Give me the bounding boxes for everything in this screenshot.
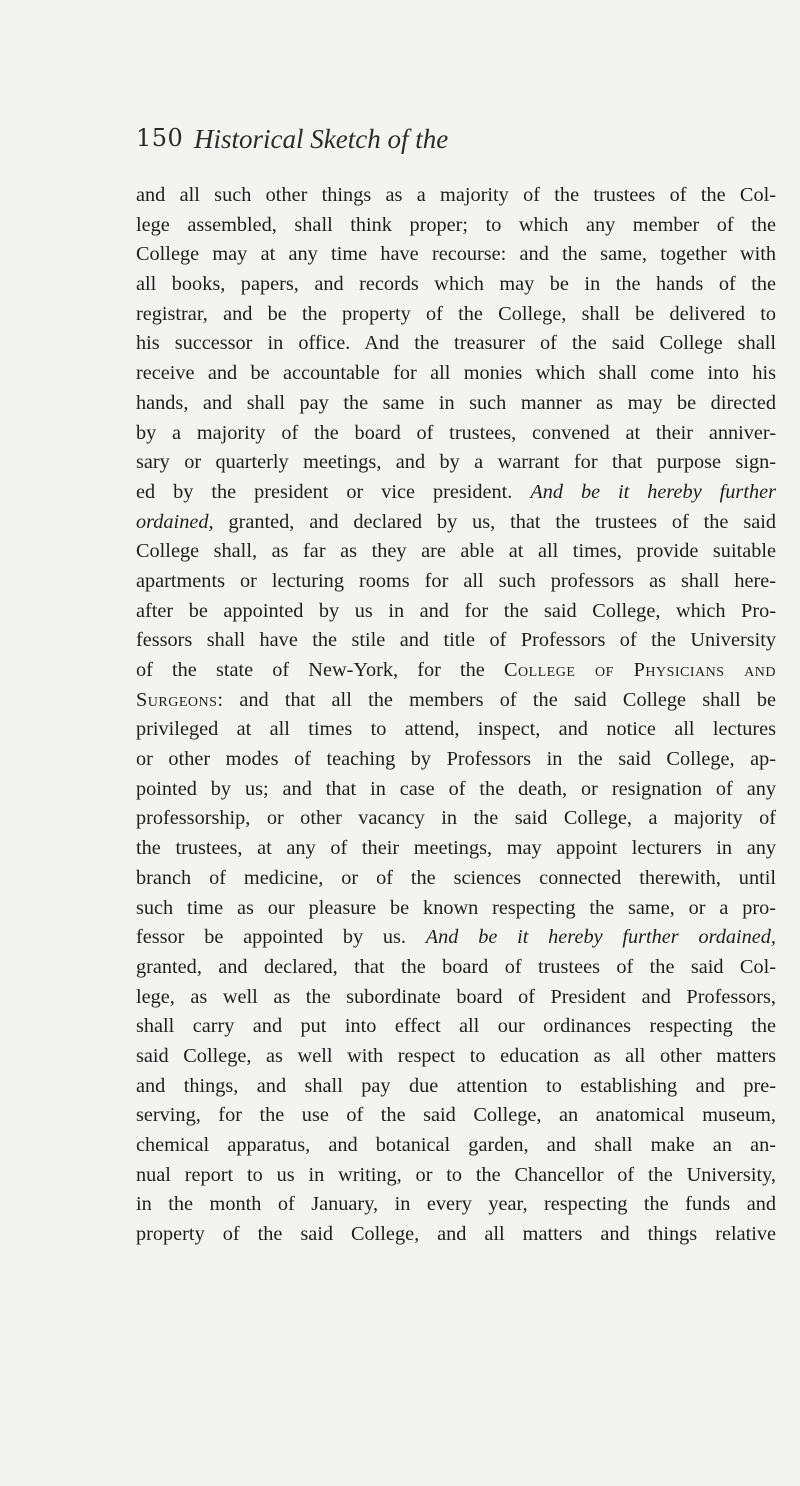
text-line (136, 1131, 776, 1161)
text-segment: fessor be appointed by us. (136, 926, 426, 949)
text-segment: by a majority of the board of trustees, convened at their anniver- (136, 421, 776, 444)
text-line (136, 1161, 776, 1191)
text-line (136, 656, 776, 686)
text-segment: granted, and declared, that the board of trustees of the said Col- (136, 955, 776, 978)
text-line (136, 715, 776, 745)
text-line (136, 270, 776, 300)
body-text (136, 181, 776, 1250)
text-segment: the trustees, at any of their meetings, may appoint lecturers in any (136, 837, 776, 860)
text-line (136, 567, 776, 597)
text-line (136, 240, 776, 270)
page-number: 150 (136, 124, 184, 152)
text-segment: after be appointed by us in and for the said College, which Pro- (136, 599, 776, 622)
text-line (136, 1072, 776, 1102)
text-line (136, 1190, 776, 1220)
text-segment: privileged at all times to attend, inspect, and notice all lectures (136, 718, 776, 741)
text-segment: College shall, as far as they are able at all times, provide suitable (136, 540, 776, 563)
text-line (136, 894, 776, 924)
text-line (136, 419, 776, 449)
text-line (136, 508, 776, 538)
text-segment: nual report to us in writing, or to the Chancellor of the University, (136, 1163, 776, 1186)
text-segment: branch of medicine, or of the sciences connected therewith, until (136, 866, 776, 889)
text-segment: such time as our pleasure be known respecting the same, or a pro- (136, 896, 776, 919)
text-segment: ed by the president or vice president. (136, 480, 531, 503)
text-segment: sary or quarterly meetings, and by a warrant for that purpose sign- (136, 451, 776, 474)
text-line (136, 448, 776, 478)
text-segment: shall carry and put into effect all our ordinances respecting the (136, 1015, 776, 1038)
text-segment: College may at any time have recourse: and the same, together with (136, 243, 776, 266)
text-segment: or other modes of teaching by Professors in the said College, ap- (136, 748, 776, 771)
text-line (136, 745, 776, 775)
text-segment: said College, as well with respect to education as all other matters (136, 1044, 776, 1067)
text-segment: professorship, or other vacancy in the said College, a majority of (136, 807, 776, 830)
text-segment: and things, and shall pay due attention to establishing and pre- (136, 1074, 776, 1097)
text-line (136, 1220, 776, 1250)
text-line (136, 211, 776, 241)
text-line (136, 300, 776, 330)
small-caps-text: College of Physicians and (503, 659, 777, 681)
text-line (136, 983, 776, 1013)
italic-text: And be it hereby further (530, 480, 776, 503)
text-line (136, 181, 776, 211)
text-segment: chemical apparatus, and botanical garden, and shall make an an- (136, 1134, 776, 1156)
text-segment: all books, papers, and records which may be in the hands of the (136, 273, 776, 296)
small-caps-text: Surgeons (136, 688, 218, 711)
running-head: Historical Sketch of the (194, 124, 449, 154)
text-segment: serving, for the use of the said College, an anatomical museum, (136, 1104, 776, 1127)
text-segment: registrar, and be the property of the College, shall be delivered to (136, 302, 776, 325)
italic-text: And be it hereby further ordained, (425, 926, 777, 949)
text-line (136, 1101, 776, 1131)
text-segment: apartments or lecturing rooms for all such professors as shall here- (136, 569, 776, 592)
text-line (136, 626, 776, 656)
text-line (136, 1012, 776, 1042)
text-line (136, 834, 776, 864)
text-line (136, 597, 776, 627)
text-segment: and all such other things as a majority of the trustees of the Col- (136, 184, 776, 206)
text-segment: his successor in office. And the treasurer of the said College shall (136, 332, 776, 355)
text-segment: of the state of New-York, for the (136, 659, 504, 681)
text-line (136, 1042, 776, 1072)
text-segment: hands, and shall pay the same in such manner as may be directed (136, 391, 776, 414)
text-line (136, 804, 776, 834)
text-line (136, 923, 776, 953)
text-segment: lege, as well as the subordinate board of President and Professors, (136, 985, 776, 1008)
text-segment: : and that all the members of the said College shall be (217, 688, 776, 711)
text-line (136, 775, 776, 805)
text-segment: receive and be accountable for all monies which shall come into his (136, 362, 776, 385)
italic-text: ordained, (136, 510, 214, 533)
text-line (136, 359, 776, 389)
text-line (136, 537, 776, 567)
text-line (136, 389, 776, 419)
text-line (136, 478, 776, 508)
text-line (136, 953, 776, 983)
text-segment: lege assembled, shall think proper; to which any member of the (136, 213, 776, 236)
text-line (136, 329, 776, 359)
text-segment: granted, and declared by us, that the trustees of the said (213, 510, 776, 533)
text-segment: in the month of January, in every year, respecting the funds and (136, 1193, 776, 1216)
text-segment: pointed by us; and that in case of the death, or resignation of any (136, 777, 776, 800)
text-segment: fessors shall have the stile and title of Professors of the University (136, 629, 776, 652)
page-header (136, 124, 756, 164)
text-line (136, 864, 776, 894)
text-line (136, 686, 776, 716)
text-segment: property of the said College, and all matters and things relative (136, 1223, 776, 1246)
